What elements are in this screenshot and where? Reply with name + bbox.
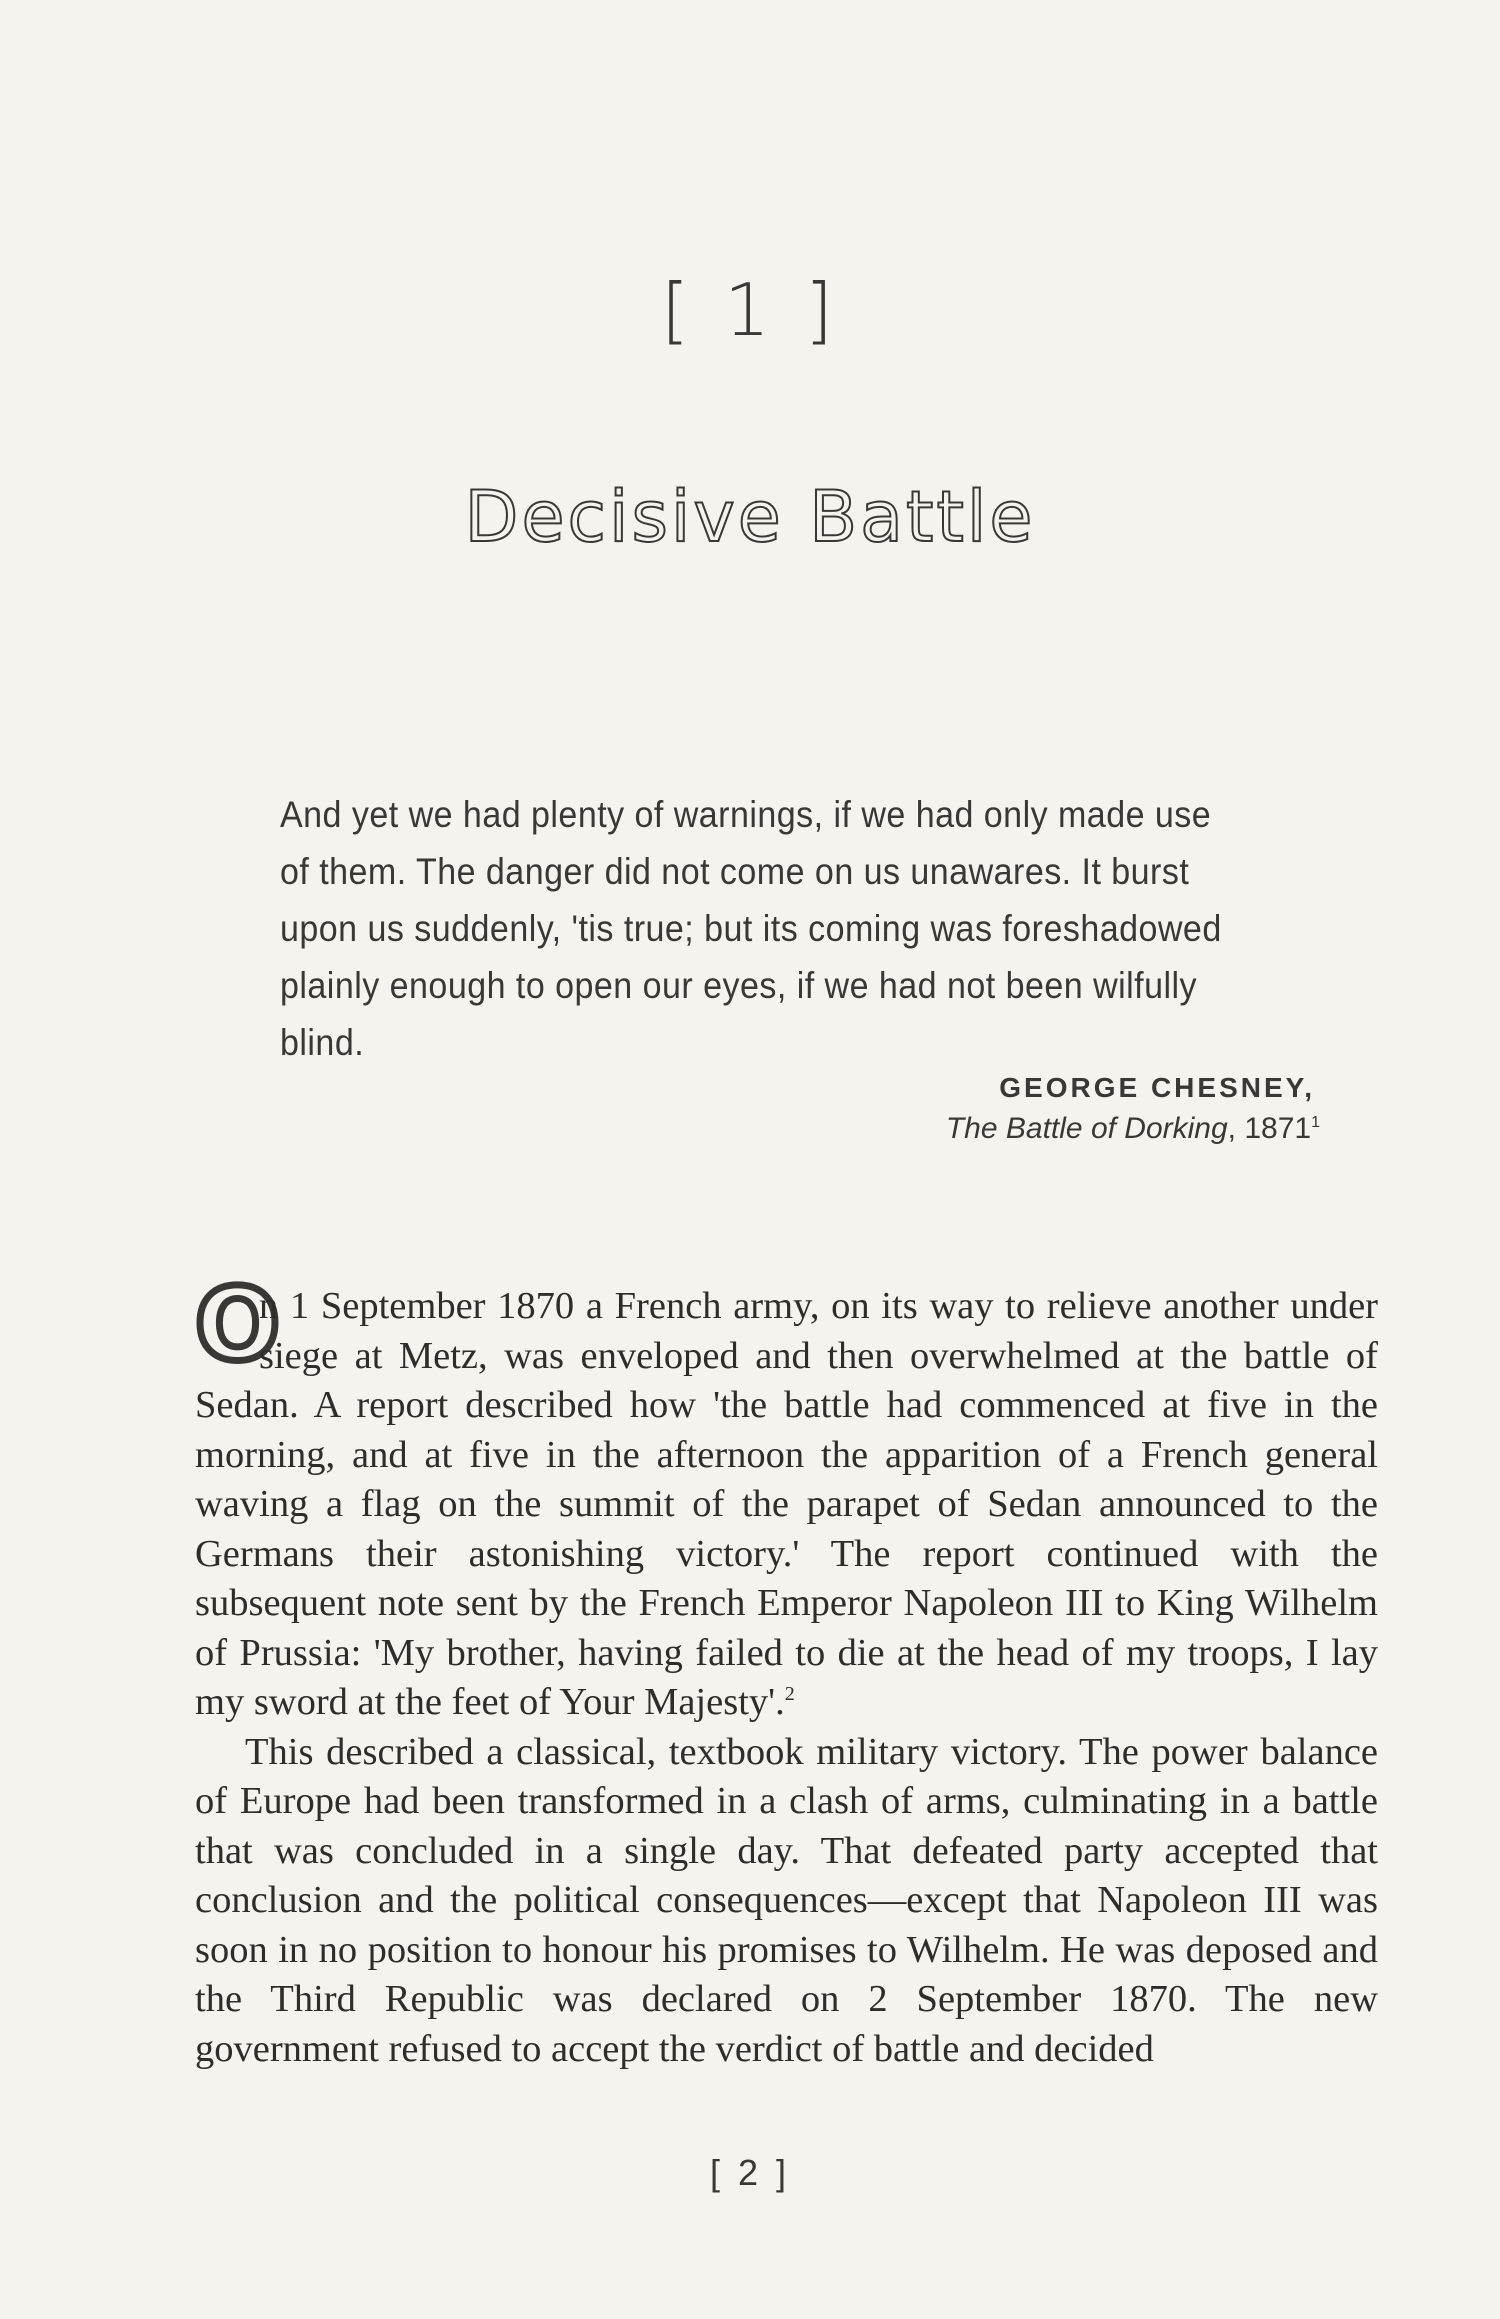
- paragraph: [195, 1266, 1378, 1728]
- page-number: [ 2 ]: [709, 2152, 791, 2193]
- epigraph-quote: And yet we had plenty of warnings, if we had only made use of them. The danger did not come on us unawares. It burst upon us suddenly, 'tis true; but its coming was foreshadowed plainly enough to open our eyes, if we had not been wilfully blind.: [280, 794, 1222, 1063]
- body-text: [195, 1266, 1378, 2074]
- epigraph-work-title: The Battle of Dorking: [945, 1112, 1228, 1145]
- drop-cap: O: [195, 1266, 281, 1383]
- epigraph-source: [946, 1112, 1320, 1146]
- chapter-number: [ 1 ]: [661, 268, 839, 352]
- epigraph-year: , 1871: [1227, 1112, 1312, 1145]
- footnote-marker: 2: [784, 1683, 795, 1706]
- epigraph-footnote-marker: 1: [1311, 1114, 1320, 1131]
- chapter-title: Decisive Battle: [464, 476, 1036, 558]
- paragraph-2-text: This described a classical, textbook military victory. The power balance of Europe had been transformed in a clash of arms, culminating in a battle that was concluded in a single day. That defeated party accepted that conclusion and the political consequences—except that Napoleon III was soon in no position to honour his promises to Wilhelm. He was deposed and the Third Republic was declared on 2 September 1870. The new government refused to accept the verdict of battle and decided: [195, 1730, 1378, 2070]
- epigraph-author: GEORGE CHESNEY,: [999, 1072, 1315, 1103]
- paragraph-1-text: n 1 September 1870 a French army, on its way to relieve another under siege at Metz, was enveloped and then overwhelmed at the battle of Sedan. A report described how 'the battle had commenced at five in the morning, and at five in the afternoon the apparition of a French general waving a flag on the summit of the parapet of Sedan announced to the Germans their astonishing victory.' The report continued with the subsequent note sent by the French Emperor Napoleon III to King Wilhelm of Prussia: 'My brother, having failed to die at the head of my troops, I lay my sword at the feet of Your Majesty'.: [195, 1285, 1378, 1723]
- paragraph: [195, 1728, 1378, 2075]
